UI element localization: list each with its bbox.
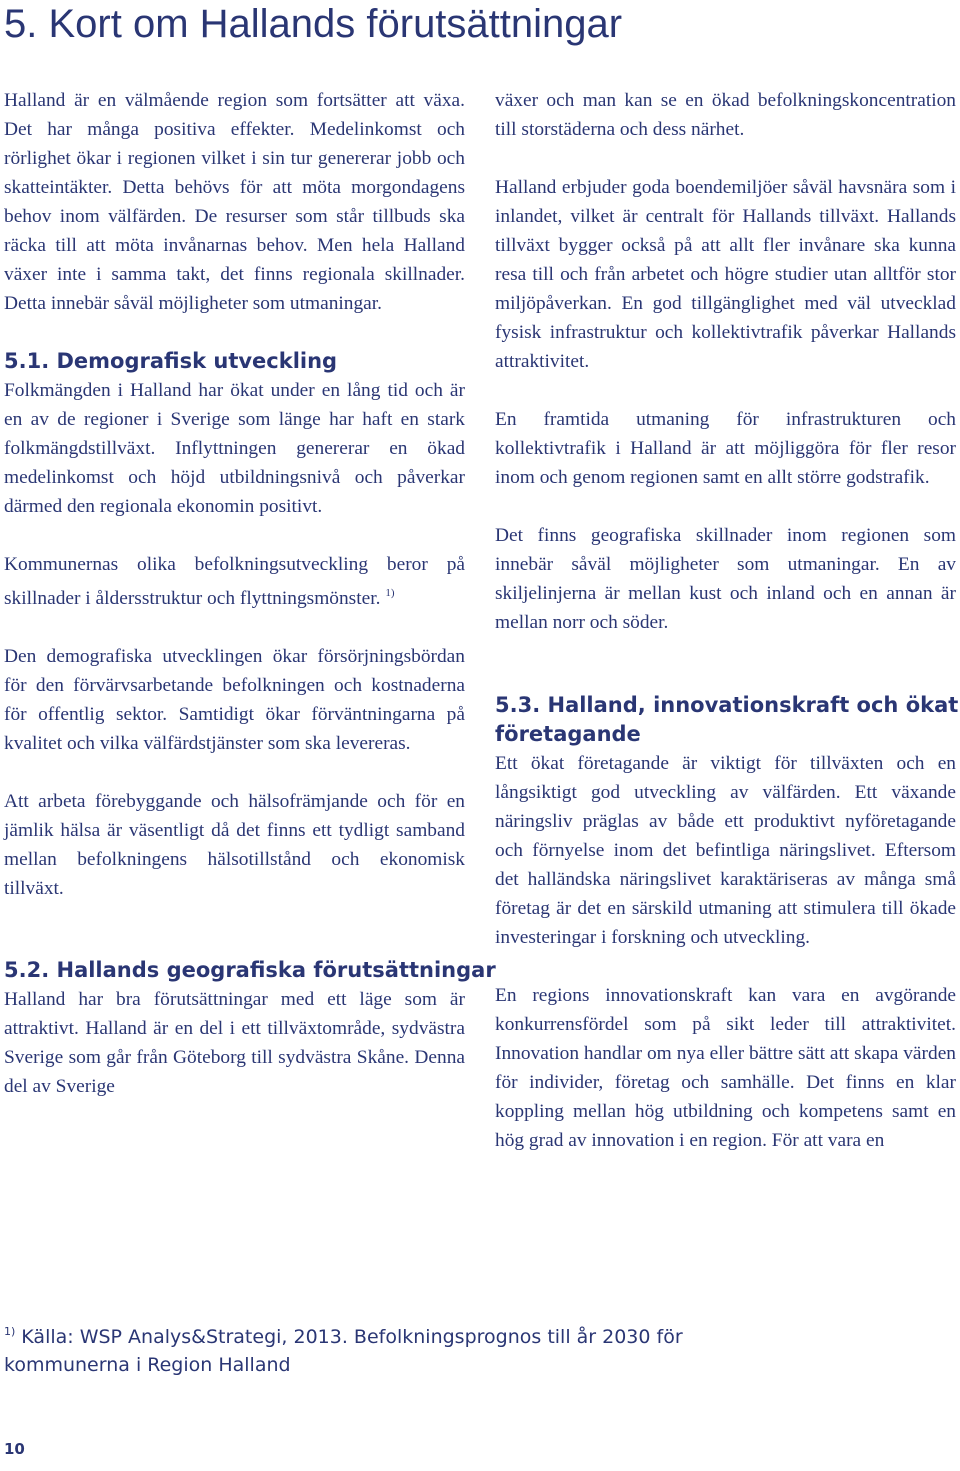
section-heading-5-2: 5.2. Hallands geografiska förutsättningar — [4, 958, 496, 982]
body-paragraph: Det finns geografiska skillnader inom regionen som innebär såväl möjligheter som utmaningar. En av skiljelinjerna är mellan kust och inland och en annan är mellan norr och söder. — [495, 525, 956, 633]
body-paragraph: En framtida utmaning för infrastrukturen och kollektivtrafik i Halland är att möjliggöra för fler resor inom och genom regionen samt en allt större godstrafik. — [495, 409, 956, 488]
body-paragraph-text: Kommunernas olika befolkningsutveckling beror på skillnader i åldersstruktur och flyttningsmönster. — [4, 554, 465, 609]
body-paragraph: Att arbeta förebyggande och hälsofrämjande och för en jämlik hälsa är väsentligt då det finns ett tydligt samband mellan befolkningens hälsotillstånd och ekonomisk tillväxt. — [4, 791, 465, 899]
body-paragraph: Den demografiska utvecklingen ökar försörjningsbördan för den förvärvsarbetande befolkningen och kostnaderna för offentlig sektor. Samtidigt ökar förväntningarna på kvalitet och vilka välfärdstjänster som ska levereras. — [4, 646, 465, 754]
body-paragraph: växer och man kan se en ökad befolkningskoncentration till storstäderna och dess närhet. — [495, 90, 956, 140]
footnote — [4, 1318, 764, 1379]
section-heading-5-3-line2: företagande — [495, 722, 641, 746]
footnote-marker: 1) — [4, 1325, 16, 1338]
section-heading-5-3-line1: 5.3. Halland, innovationskraft och ökat — [495, 693, 959, 717]
page-title: 5. Kort om Hallands förutsättningar — [4, 2, 623, 46]
intro-paragraph: Halland är en välmående region som fortsätter att växa. Det har många positiva effekter. Medelinkomst och rörlighet ökar i regionen vilket i sin tur genererar jobb och skatteintäkter. Detta behövs för att möta morgondagens behov inom välfärden. De resurser som står tillbuds ska räcka till att möta invånarnas behov. Men hela Halland växer inte i samma takt, det finns regionala skillnader. Detta innebär såväl möjligheter som utmaningar. — [4, 90, 465, 314]
footnote-reference: 1) — [385, 587, 395, 599]
body-paragraph: Folkmängden i Halland har ökat under en lång tid och är en av de regioner i Sverige som länge har haft en stark folkmängdstillväxt. Inflyttningen genererar en ökad medelinkomst och höjd utbildningsnivå och påverkar därmed den regionala ekonomin positivt. — [4, 380, 465, 517]
left-column — [4, 86, 496, 1101]
right-column — [495, 86, 959, 1155]
body-paragraph: En regions innovationskraft kan vara en avgörande konkurrensfördel som på sikt leder till attraktivitet. Innovation handlar om nya eller bättre sätt att skapa värden för individer, företag och samhälle. Det finns en klar koppling mellan hög utbildning och kompetens samt en hög grad av innovation i en region. För att vara en — [495, 985, 956, 1151]
body-paragraph: Halland erbjuder goda boendemiljöer såväl havsnära som i inlandet, vilket är centralt för Hallands tillväxt. Hallands tillväxt bygger också på att allt fler invånare ska kunna resa till och från arbetet och högre studier utan alltför stor miljöpåverkan. En god tillgänglighet med väl utvecklad fysisk infrastruktur och kollektivtrafik påverkar Hallands attraktivitet. — [495, 177, 956, 372]
body-paragraph: Halland har bra förutsättningar med ett läge som är attraktivt. Halland är en del i ett tillväxtområde, sydvästra Sverige som går från Göteborg till sydvästra Skåne. Denna del av Sverige — [4, 989, 465, 1097]
page-number: 10 — [4, 1440, 25, 1458]
section-heading-5-3 — [495, 691, 959, 749]
body-paragraph: Ett ökat företagande är viktigt för tillväxten och en långsiktigt god utveckling av välfärden. Ett växande näringsliv präglas av både ett produktivt nyföretagande och förnyelse inom det befintliga näringslivet. Eftersom det halländska näringslivet karaktäriseras av många små företag är det en särskild utmaning att stimulera till ökade investeringar i forskning och utveckling. — [495, 753, 956, 948]
body-paragraph-with-footnote — [4, 550, 465, 613]
footnote-text: Källa: WSP Analys&Strategi, 2013. Befolkningsprognos till år 2030 för kommunerna i Region Halland — [4, 1326, 683, 1376]
section-heading-5-1: 5.1. Demografisk utveckling — [4, 349, 338, 373]
